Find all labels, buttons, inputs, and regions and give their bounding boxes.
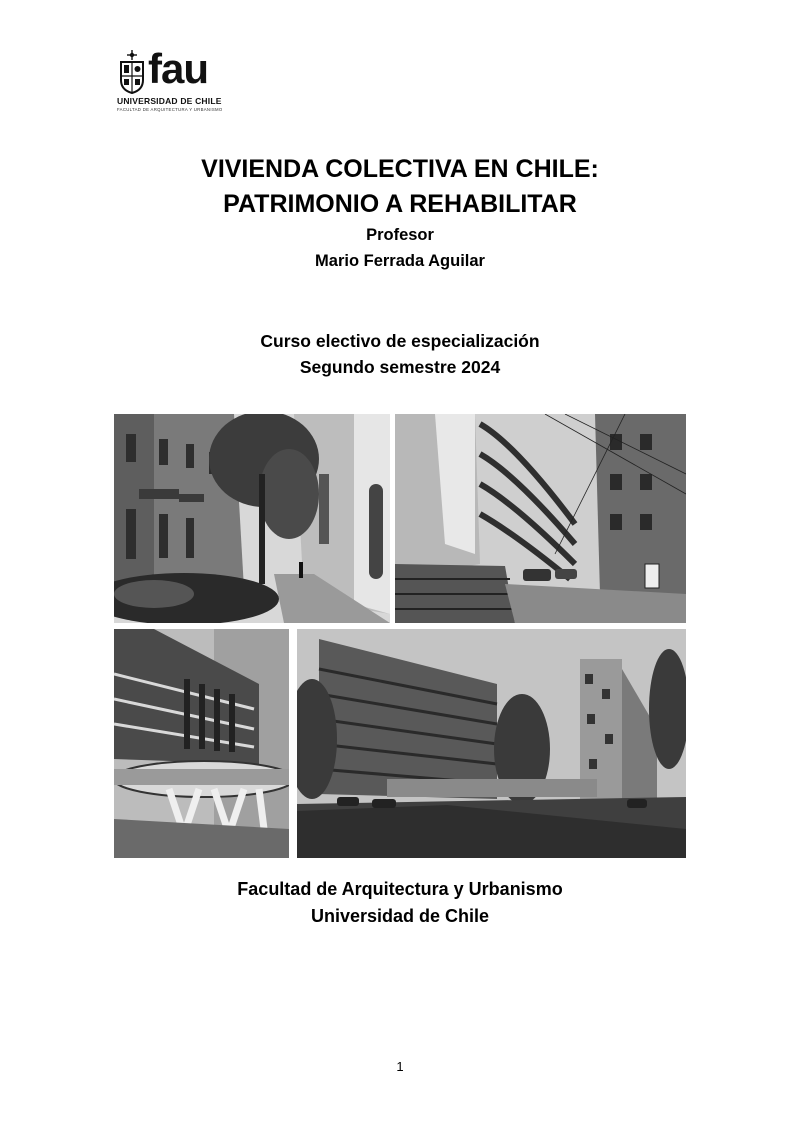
photo-pilotis-building [114,629,289,858]
course-type: Curso electivo de especialización [260,331,540,351]
document-title-line2: PATRIMONIO A REHABILITAR [223,190,577,218]
photo-street-houses [114,414,390,623]
faculty-name: Facultad de Arquitectura y Urbanismo [237,879,563,899]
page-number: 1 [396,1059,404,1074]
logo-wordmark: fau [148,45,208,92]
logo-faculty: FACULTAD DE ARQUITECTURA Y URBANISMO [117,107,223,112]
logo-university: UNIVERSIDAD DE CHILE [117,96,222,106]
university-name: Universidad de Chile [310,906,490,926]
professor-name: Mario Ferrada Aguilar [315,252,485,270]
fau-logo [114,40,224,114]
professor-label: Profesor [366,226,434,244]
university-seal-icon [118,50,146,94]
document-title-line1: VIVIENDA COLECTIVA EN CHILE: [201,155,599,183]
course-semester: Segundo semestre 2024 [299,357,501,377]
photo-housing-complex [297,629,686,858]
photo-curved-block [395,414,686,623]
